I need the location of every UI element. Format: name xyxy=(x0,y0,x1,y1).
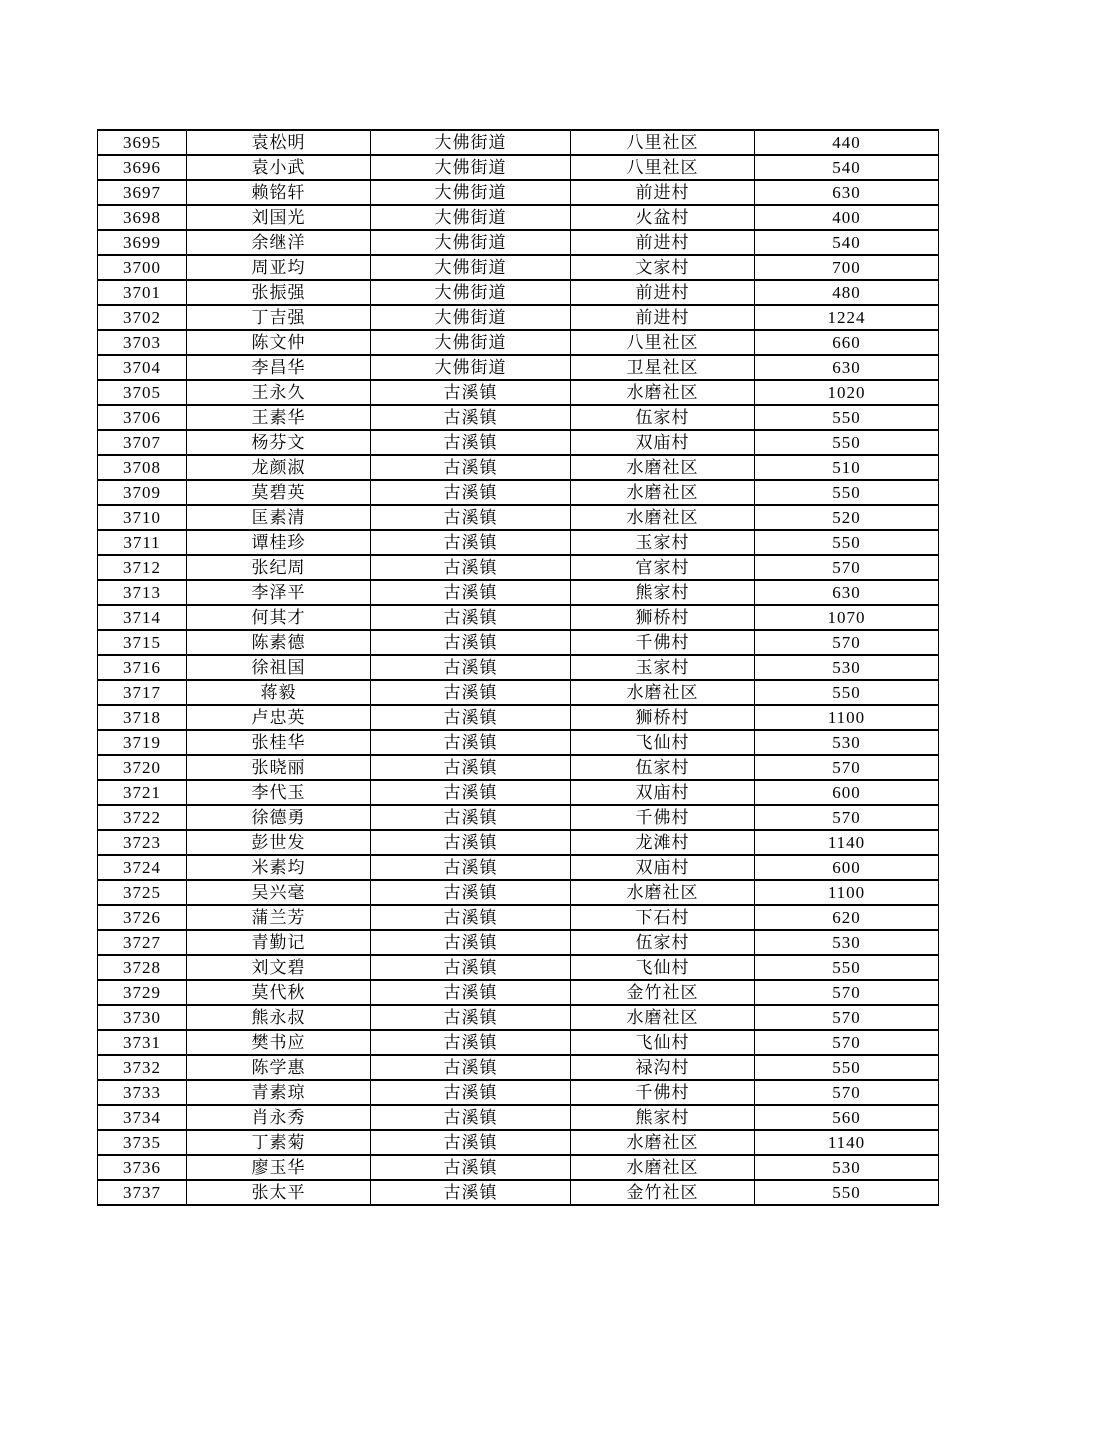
cell-id: 3710 xyxy=(98,505,187,530)
cell-town: 古溪镇 xyxy=(371,930,571,955)
roster-table xyxy=(97,129,939,1206)
cell-id: 3704 xyxy=(98,355,187,380)
cell-amount: 550 xyxy=(755,430,939,455)
cell-id: 3724 xyxy=(98,855,187,880)
table-row xyxy=(98,430,939,455)
cell-id: 3718 xyxy=(98,705,187,730)
cell-id: 3709 xyxy=(98,480,187,505)
cell-amount: 520 xyxy=(755,505,939,530)
table-row xyxy=(98,530,939,555)
cell-id: 3731 xyxy=(98,1030,187,1055)
cell-amount: 700 xyxy=(755,255,939,280)
cell-village: 熊家村 xyxy=(571,1105,755,1130)
cell-name: 张晓丽 xyxy=(187,755,371,780)
cell-name: 龙颜淑 xyxy=(187,455,371,480)
cell-village: 飞仙村 xyxy=(571,955,755,980)
cell-id: 3695 xyxy=(98,130,187,155)
cell-amount: 440 xyxy=(755,130,939,155)
cell-town: 古溪镇 xyxy=(371,1130,571,1155)
cell-village: 下石村 xyxy=(571,905,755,930)
cell-village: 八里社区 xyxy=(571,130,755,155)
cell-id: 3707 xyxy=(98,430,187,455)
cell-village: 官家村 xyxy=(571,555,755,580)
cell-town: 古溪镇 xyxy=(371,530,571,555)
cell-town: 古溪镇 xyxy=(371,855,571,880)
table-row xyxy=(98,905,939,930)
cell-town: 古溪镇 xyxy=(371,1155,571,1180)
cell-village: 水磨社区 xyxy=(571,1130,755,1155)
table-row xyxy=(98,455,939,480)
cell-name: 丁素菊 xyxy=(187,1130,371,1155)
cell-id: 3723 xyxy=(98,830,187,855)
cell-id: 3720 xyxy=(98,755,187,780)
cell-amount: 620 xyxy=(755,905,939,930)
cell-name: 青素琼 xyxy=(187,1080,371,1105)
table-row xyxy=(98,930,939,955)
cell-village: 双庙村 xyxy=(571,430,755,455)
table-row xyxy=(98,705,939,730)
table-row xyxy=(98,605,939,630)
cell-id: 3722 xyxy=(98,805,187,830)
table-row xyxy=(98,1080,939,1105)
cell-amount: 570 xyxy=(755,555,939,580)
cell-id: 3728 xyxy=(98,955,187,980)
cell-village: 伍家村 xyxy=(571,405,755,430)
cell-town: 古溪镇 xyxy=(371,630,571,655)
cell-amount: 600 xyxy=(755,855,939,880)
cell-name: 袁松明 xyxy=(187,130,371,155)
cell-id: 3702 xyxy=(98,305,187,330)
cell-id: 3703 xyxy=(98,330,187,355)
cell-name: 徐德勇 xyxy=(187,805,371,830)
cell-name: 李泽平 xyxy=(187,580,371,605)
table-row xyxy=(98,680,939,705)
cell-amount: 1020 xyxy=(755,380,939,405)
cell-amount: 550 xyxy=(755,955,939,980)
cell-amount: 530 xyxy=(755,1155,939,1180)
cell-village: 水磨社区 xyxy=(571,1005,755,1030)
cell-id: 3716 xyxy=(98,655,187,680)
cell-amount: 400 xyxy=(755,205,939,230)
cell-village: 卫星社区 xyxy=(571,355,755,380)
cell-name: 李昌华 xyxy=(187,355,371,380)
cell-village: 水磨社区 xyxy=(571,455,755,480)
cell-name: 刘国光 xyxy=(187,205,371,230)
table-row xyxy=(98,580,939,605)
table-row xyxy=(98,955,939,980)
cell-village: 前进村 xyxy=(571,305,755,330)
cell-amount: 550 xyxy=(755,1180,939,1205)
cell-amount: 540 xyxy=(755,155,939,180)
table-row xyxy=(98,780,939,805)
table-row xyxy=(98,1180,939,1205)
cell-village: 飞仙村 xyxy=(571,1030,755,1055)
cell-name: 青勤记 xyxy=(187,930,371,955)
cell-amount: 510 xyxy=(755,455,939,480)
cell-town: 大佛街道 xyxy=(371,205,571,230)
cell-id: 3733 xyxy=(98,1080,187,1105)
cell-village: 飞仙村 xyxy=(571,730,755,755)
cell-name: 何其才 xyxy=(187,605,371,630)
cell-town: 古溪镇 xyxy=(371,455,571,480)
cell-id: 3719 xyxy=(98,730,187,755)
cell-id: 3735 xyxy=(98,1130,187,1155)
cell-id: 3712 xyxy=(98,555,187,580)
cell-name: 张桂华 xyxy=(187,730,371,755)
cell-amount: 600 xyxy=(755,780,939,805)
cell-id: 3729 xyxy=(98,980,187,1005)
cell-town: 古溪镇 xyxy=(371,555,571,580)
cell-village: 文家村 xyxy=(571,255,755,280)
cell-village: 千佛村 xyxy=(571,630,755,655)
cell-amount: 1100 xyxy=(755,880,939,905)
cell-village: 八里社区 xyxy=(571,330,755,355)
table-row xyxy=(98,630,939,655)
cell-amount: 550 xyxy=(755,530,939,555)
cell-id: 3701 xyxy=(98,280,187,305)
cell-town: 古溪镇 xyxy=(371,780,571,805)
cell-village: 双庙村 xyxy=(571,855,755,880)
cell-town: 古溪镇 xyxy=(371,505,571,530)
cell-name: 袁小武 xyxy=(187,155,371,180)
table-row xyxy=(98,205,939,230)
table-row xyxy=(98,130,939,155)
cell-village: 伍家村 xyxy=(571,930,755,955)
table-row xyxy=(98,730,939,755)
cell-id: 3706 xyxy=(98,405,187,430)
cell-village: 水磨社区 xyxy=(571,1155,755,1180)
cell-name: 樊书应 xyxy=(187,1030,371,1055)
cell-amount: 550 xyxy=(755,405,939,430)
cell-id: 3705 xyxy=(98,380,187,405)
table-row xyxy=(98,655,939,680)
cell-name: 蒋毅 xyxy=(187,680,371,705)
cell-town: 古溪镇 xyxy=(371,880,571,905)
cell-village: 前进村 xyxy=(571,230,755,255)
cell-amount: 660 xyxy=(755,330,939,355)
cell-town: 大佛街道 xyxy=(371,230,571,255)
cell-id: 3732 xyxy=(98,1055,187,1080)
table-row xyxy=(98,305,939,330)
cell-name: 廖玉华 xyxy=(187,1155,371,1180)
cell-name: 吴兴毫 xyxy=(187,880,371,905)
cell-amount: 480 xyxy=(755,280,939,305)
cell-town: 大佛街道 xyxy=(371,280,571,305)
cell-name: 张太平 xyxy=(187,1180,371,1205)
cell-town: 古溪镇 xyxy=(371,1030,571,1055)
cell-village: 熊家村 xyxy=(571,580,755,605)
cell-amount: 530 xyxy=(755,730,939,755)
cell-town: 古溪镇 xyxy=(371,905,571,930)
cell-town: 大佛街道 xyxy=(371,330,571,355)
cell-town: 古溪镇 xyxy=(371,680,571,705)
cell-village: 龙滩村 xyxy=(571,830,755,855)
cell-name: 熊永叔 xyxy=(187,1005,371,1030)
cell-name: 李代玉 xyxy=(187,780,371,805)
cell-amount: 540 xyxy=(755,230,939,255)
cell-village: 玉家村 xyxy=(571,655,755,680)
cell-town: 古溪镇 xyxy=(371,830,571,855)
cell-id: 3711 xyxy=(98,530,187,555)
cell-town: 古溪镇 xyxy=(371,480,571,505)
cell-town: 大佛街道 xyxy=(371,305,571,330)
cell-amount: 1224 xyxy=(755,305,939,330)
cell-town: 古溪镇 xyxy=(371,1005,571,1030)
cell-village: 前进村 xyxy=(571,280,755,305)
table-row xyxy=(98,855,939,880)
cell-name: 卢忠英 xyxy=(187,705,371,730)
table-row xyxy=(98,505,939,530)
cell-village: 水磨社区 xyxy=(571,880,755,905)
cell-name: 王素华 xyxy=(187,405,371,430)
cell-amount: 630 xyxy=(755,355,939,380)
cell-village: 金竹社区 xyxy=(571,980,755,1005)
table-row xyxy=(98,180,939,205)
cell-name: 徐祖国 xyxy=(187,655,371,680)
cell-town: 古溪镇 xyxy=(371,980,571,1005)
cell-town: 古溪镇 xyxy=(371,1180,571,1205)
cell-town: 古溪镇 xyxy=(371,705,571,730)
cell-id: 3736 xyxy=(98,1155,187,1180)
cell-name: 蒲兰芳 xyxy=(187,905,371,930)
cell-town: 古溪镇 xyxy=(371,805,571,830)
cell-town: 大佛街道 xyxy=(371,180,571,205)
cell-amount: 560 xyxy=(755,1105,939,1130)
cell-name: 余继洋 xyxy=(187,230,371,255)
cell-town: 大佛街道 xyxy=(371,155,571,180)
cell-village: 火盆村 xyxy=(571,205,755,230)
cell-id: 3737 xyxy=(98,1180,187,1205)
cell-name: 张纪周 xyxy=(187,555,371,580)
table-row xyxy=(98,1055,939,1080)
cell-town: 大佛街道 xyxy=(371,355,571,380)
cell-name: 陈文仲 xyxy=(187,330,371,355)
table-row xyxy=(98,330,939,355)
cell-amount: 550 xyxy=(755,1055,939,1080)
cell-name: 刘文碧 xyxy=(187,955,371,980)
cell-village: 玉家村 xyxy=(571,530,755,555)
cell-amount: 550 xyxy=(755,680,939,705)
table-row xyxy=(98,1155,939,1180)
cell-town: 古溪镇 xyxy=(371,1105,571,1130)
cell-village: 双庙村 xyxy=(571,780,755,805)
table-row xyxy=(98,1005,939,1030)
table-row xyxy=(98,230,939,255)
cell-id: 3726 xyxy=(98,905,187,930)
table-row xyxy=(98,980,939,1005)
cell-amount: 530 xyxy=(755,930,939,955)
cell-village: 水磨社区 xyxy=(571,680,755,705)
cell-village: 水磨社区 xyxy=(571,480,755,505)
cell-id: 3713 xyxy=(98,580,187,605)
cell-id: 3698 xyxy=(98,205,187,230)
cell-village: 水磨社区 xyxy=(571,505,755,530)
cell-id: 3730 xyxy=(98,1005,187,1030)
cell-name: 彭世发 xyxy=(187,830,371,855)
cell-town: 古溪镇 xyxy=(371,755,571,780)
table-row xyxy=(98,155,939,180)
cell-amount: 570 xyxy=(755,805,939,830)
cell-amount: 570 xyxy=(755,755,939,780)
cell-amount: 550 xyxy=(755,480,939,505)
cell-village: 千佛村 xyxy=(571,805,755,830)
cell-village: 狮桥村 xyxy=(571,705,755,730)
cell-id: 3727 xyxy=(98,930,187,955)
table-row xyxy=(98,755,939,780)
cell-village: 金竹社区 xyxy=(571,1180,755,1205)
cell-id: 3734 xyxy=(98,1105,187,1130)
cell-amount: 570 xyxy=(755,1005,939,1030)
table-row xyxy=(98,405,939,430)
cell-name: 莫代秋 xyxy=(187,980,371,1005)
cell-id: 3717 xyxy=(98,680,187,705)
table-body xyxy=(98,130,939,1205)
cell-town: 古溪镇 xyxy=(371,380,571,405)
cell-village: 伍家村 xyxy=(571,755,755,780)
cell-village: 八里社区 xyxy=(571,155,755,180)
cell-town: 古溪镇 xyxy=(371,605,571,630)
cell-name: 陈素德 xyxy=(187,630,371,655)
cell-name: 王永久 xyxy=(187,380,371,405)
cell-amount: 570 xyxy=(755,1080,939,1105)
cell-id: 3714 xyxy=(98,605,187,630)
cell-name: 丁吉强 xyxy=(187,305,371,330)
cell-id: 3697 xyxy=(98,180,187,205)
table-row xyxy=(98,1105,939,1130)
cell-town: 大佛街道 xyxy=(371,130,571,155)
table-row xyxy=(98,480,939,505)
table-row xyxy=(98,805,939,830)
cell-id: 3699 xyxy=(98,230,187,255)
table-row xyxy=(98,880,939,905)
cell-village: 禄沟村 xyxy=(571,1055,755,1080)
cell-name: 米素均 xyxy=(187,855,371,880)
cell-town: 古溪镇 xyxy=(371,1080,571,1105)
cell-amount: 1140 xyxy=(755,1130,939,1155)
cell-id: 3715 xyxy=(98,630,187,655)
cell-village: 狮桥村 xyxy=(571,605,755,630)
cell-name: 肖永秀 xyxy=(187,1105,371,1130)
cell-town: 大佛街道 xyxy=(371,255,571,280)
cell-name: 陈学惠 xyxy=(187,1055,371,1080)
cell-amount: 1140 xyxy=(755,830,939,855)
cell-name: 匡素清 xyxy=(187,505,371,530)
table-row xyxy=(98,1130,939,1155)
cell-name: 谭桂珍 xyxy=(187,530,371,555)
cell-town: 古溪镇 xyxy=(371,730,571,755)
cell-name: 赖铭轩 xyxy=(187,180,371,205)
cell-id: 3725 xyxy=(98,880,187,905)
cell-town: 古溪镇 xyxy=(371,955,571,980)
cell-amount: 530 xyxy=(755,655,939,680)
cell-town: 古溪镇 xyxy=(371,580,571,605)
table-row xyxy=(98,555,939,580)
cell-village: 水磨社区 xyxy=(571,380,755,405)
cell-id: 3708 xyxy=(98,455,187,480)
cell-amount: 1070 xyxy=(755,605,939,630)
table-row xyxy=(98,280,939,305)
cell-name: 莫碧英 xyxy=(187,480,371,505)
cell-name: 周亚均 xyxy=(187,255,371,280)
cell-village: 前进村 xyxy=(571,180,755,205)
table-row xyxy=(98,380,939,405)
cell-town: 古溪镇 xyxy=(371,405,571,430)
cell-amount: 570 xyxy=(755,1030,939,1055)
table-row xyxy=(98,830,939,855)
cell-id: 3696 xyxy=(98,155,187,180)
cell-name: 杨芬文 xyxy=(187,430,371,455)
cell-name: 张振强 xyxy=(187,280,371,305)
cell-town: 古溪镇 xyxy=(371,655,571,680)
cell-amount: 570 xyxy=(755,630,939,655)
cell-amount: 630 xyxy=(755,580,939,605)
table-row xyxy=(98,355,939,380)
cell-amount: 1100 xyxy=(755,705,939,730)
cell-town: 古溪镇 xyxy=(371,430,571,455)
cell-town: 古溪镇 xyxy=(371,1055,571,1080)
cell-amount: 570 xyxy=(755,980,939,1005)
cell-amount: 630 xyxy=(755,180,939,205)
cell-id: 3700 xyxy=(98,255,187,280)
cell-id: 3721 xyxy=(98,780,187,805)
table-row xyxy=(98,255,939,280)
table-row xyxy=(98,1030,939,1055)
cell-village: 千佛村 xyxy=(571,1080,755,1105)
